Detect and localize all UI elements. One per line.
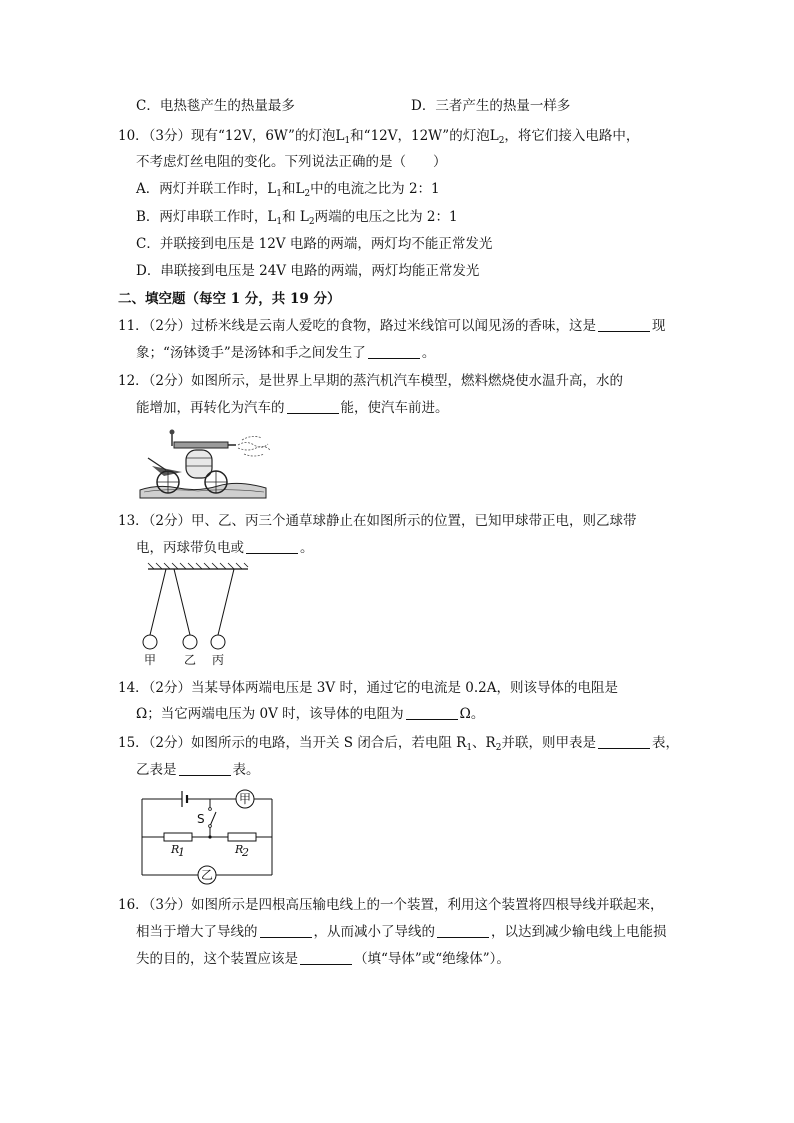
q10-l2: L [489,128,499,144]
q10-l2-sub: 2 [498,136,505,146]
q10a-l1-sub: 1 [276,189,282,199]
q10b-l2-sub: 2 [308,217,315,227]
q14-blank[interactable] [406,705,458,720]
q14-line1: 14．（2分）当某导体两端电压是 3V 时，通过它的电流是 0.2A，则该导体的电阻是 [118,680,618,696]
r1-label-sub: 1 [178,846,185,859]
q10-option-b [136,207,458,227]
q16-line3 [136,949,510,969]
q16-line3-tail: （填“导体”或“绝缘体”）。 [354,951,510,967]
q10b-l1: L [267,209,277,225]
q15-line2-tail: 表。 [232,762,260,778]
q11-line1-text: 11．（2分）过桥米线是云南人爱吃的食物，路过米线馆可以闻见汤的香味，这是 [118,318,597,334]
q16-line2 [136,922,667,942]
q15-line1-mid: 、R [472,735,496,751]
q10-option-d: D．串联接到电压是 24V 电路的两端，两灯均能正常发光 [136,263,480,279]
q11-blank-1[interactable] [598,317,650,332]
q10a-l2: L [295,181,305,197]
pith-balls-figure [140,563,252,669]
q10-text-b: 和“12V，12W”的灯泡 [350,128,490,144]
q15-line1-text: 15．（2分）如图所示的电路，当开关 S 闭合后，若电阻 R [118,735,467,751]
q16-blank-2[interactable] [437,923,489,938]
q14-line2 [136,704,484,724]
q10b-post: 两端的电压之比为 2：1 [314,209,458,225]
q16-blank-1[interactable] [260,923,312,938]
q10-text-a: 10．（3分）现有“12V，6W”的灯泡 [118,128,336,144]
ball-label-bing: 丙 [212,653,225,667]
q15-r1-sub: 1 [466,743,473,753]
q16-line2-tail: ，以达到减少输电线上电能损 [491,924,667,940]
q10b-l2: L [299,209,309,225]
q11-blank-2[interactable] [368,344,420,359]
q16-line2-text: 相当于增大了导线的 [136,924,258,940]
meter-label-yi: 乙 [201,868,214,882]
ball-label-jia: 甲 [144,653,157,667]
q11-line1-tail: 现 [652,318,666,334]
q11-line2-text: 象；“汤钵烫手”是汤钵和手之间发生了 [136,345,366,361]
q16-blank-3[interactable] [300,950,352,965]
q12-line2-tail: 能，使汽车前进。 [340,400,449,416]
q13-line2 [136,538,314,558]
q10-l1: L [335,128,345,144]
q10a-l2-sub: 2 [304,189,311,199]
ball-label-yi: 乙 [184,653,197,667]
q10-option-c: C．并联接到电压是 12V 电路的两端，两灯均不能正常发光 [136,236,493,252]
r1-label: R [171,843,180,856]
q15-blank-2[interactable] [179,761,231,776]
q13-line1: 13．（2分）甲、乙、丙三个通草球静止在如图所示的位置，已知甲球带正电，则乙球带 [118,513,637,529]
q10b-pre: B．两灯串联工作时， [136,209,268,225]
r2-label-sub: 2 [242,846,249,859]
q15-line2-text: 乙表是 [136,762,177,778]
meter-label-jia: 甲 [239,792,252,806]
q12-line2 [136,398,449,418]
q15-line1-mid2: 并联，则甲表是 [501,735,596,751]
q12-line2-text: 能增加，再转化为汽车的 [136,400,285,416]
q16-line3-text: 失的目的，这个装置应该是 [136,951,298,967]
q10-stem-line2: 不考虑灯丝电阻的变化。下列说法正确的是（ ） [136,154,447,170]
q14-line2-text: Ω；当它两端电压为 0V 时，该导体的电阻为 [136,706,404,722]
q15-line2 [136,760,260,780]
q15-blank-1[interactable] [598,734,650,749]
q13-blank[interactable] [246,539,298,554]
q11-line1 [118,316,666,336]
q10a-post: 中的电流之比为 2：1 [310,181,440,197]
r2-label: R [235,843,244,856]
q15-r2-sub: 2 [495,743,502,753]
q14-line2-tail: Ω。 [459,706,485,722]
q11-line2-tail: 。 [421,345,436,361]
q10-l1-sub: 1 [344,136,351,146]
q13-line2-tail: 。 [300,540,314,556]
q10b-mid: 和 [282,209,300,225]
circuit-figure [140,786,276,890]
q10-text-c: ，将它们接入电路中， [504,128,640,144]
q13-line2-text: 电，丙球带负电或 [136,540,244,556]
q15-line1-tail: 表， [651,735,679,751]
q9-option-c: C．电热毯产生的热量最多 [136,98,295,114]
q10b-l1-sub: 1 [276,217,283,227]
q16-line2-mid: ，从而减小了导线的 [313,924,435,940]
steam-car-figure [138,428,270,500]
q10a-pre: A．两灯并联工作时， [136,181,268,197]
q10-option-a [136,179,440,199]
q11-line2 [136,343,435,363]
q12-line1: 12．（2分）如图所示，是世界上早期的蒸汽机汽车模型，燃料燃烧使水温升高，水的 [118,373,624,389]
q9-option-d: D．三者产生的热量一样多 [411,98,571,114]
q10a-l1: L [267,181,277,197]
section-heading-fill-in: 二、填空题（每空 1 分，共 19 分） [118,291,341,307]
q15-line1 [118,733,679,753]
switch-label: S [197,812,205,826]
q12-blank[interactable] [287,399,339,414]
q16-line1: 16．（3分）如图所示是四根高压输电线上的一个装置，利用这个装置将四根导线并联起来， [118,897,664,913]
q10-stem-line1 [118,126,639,146]
q10a-mid: 和 [281,181,296,197]
